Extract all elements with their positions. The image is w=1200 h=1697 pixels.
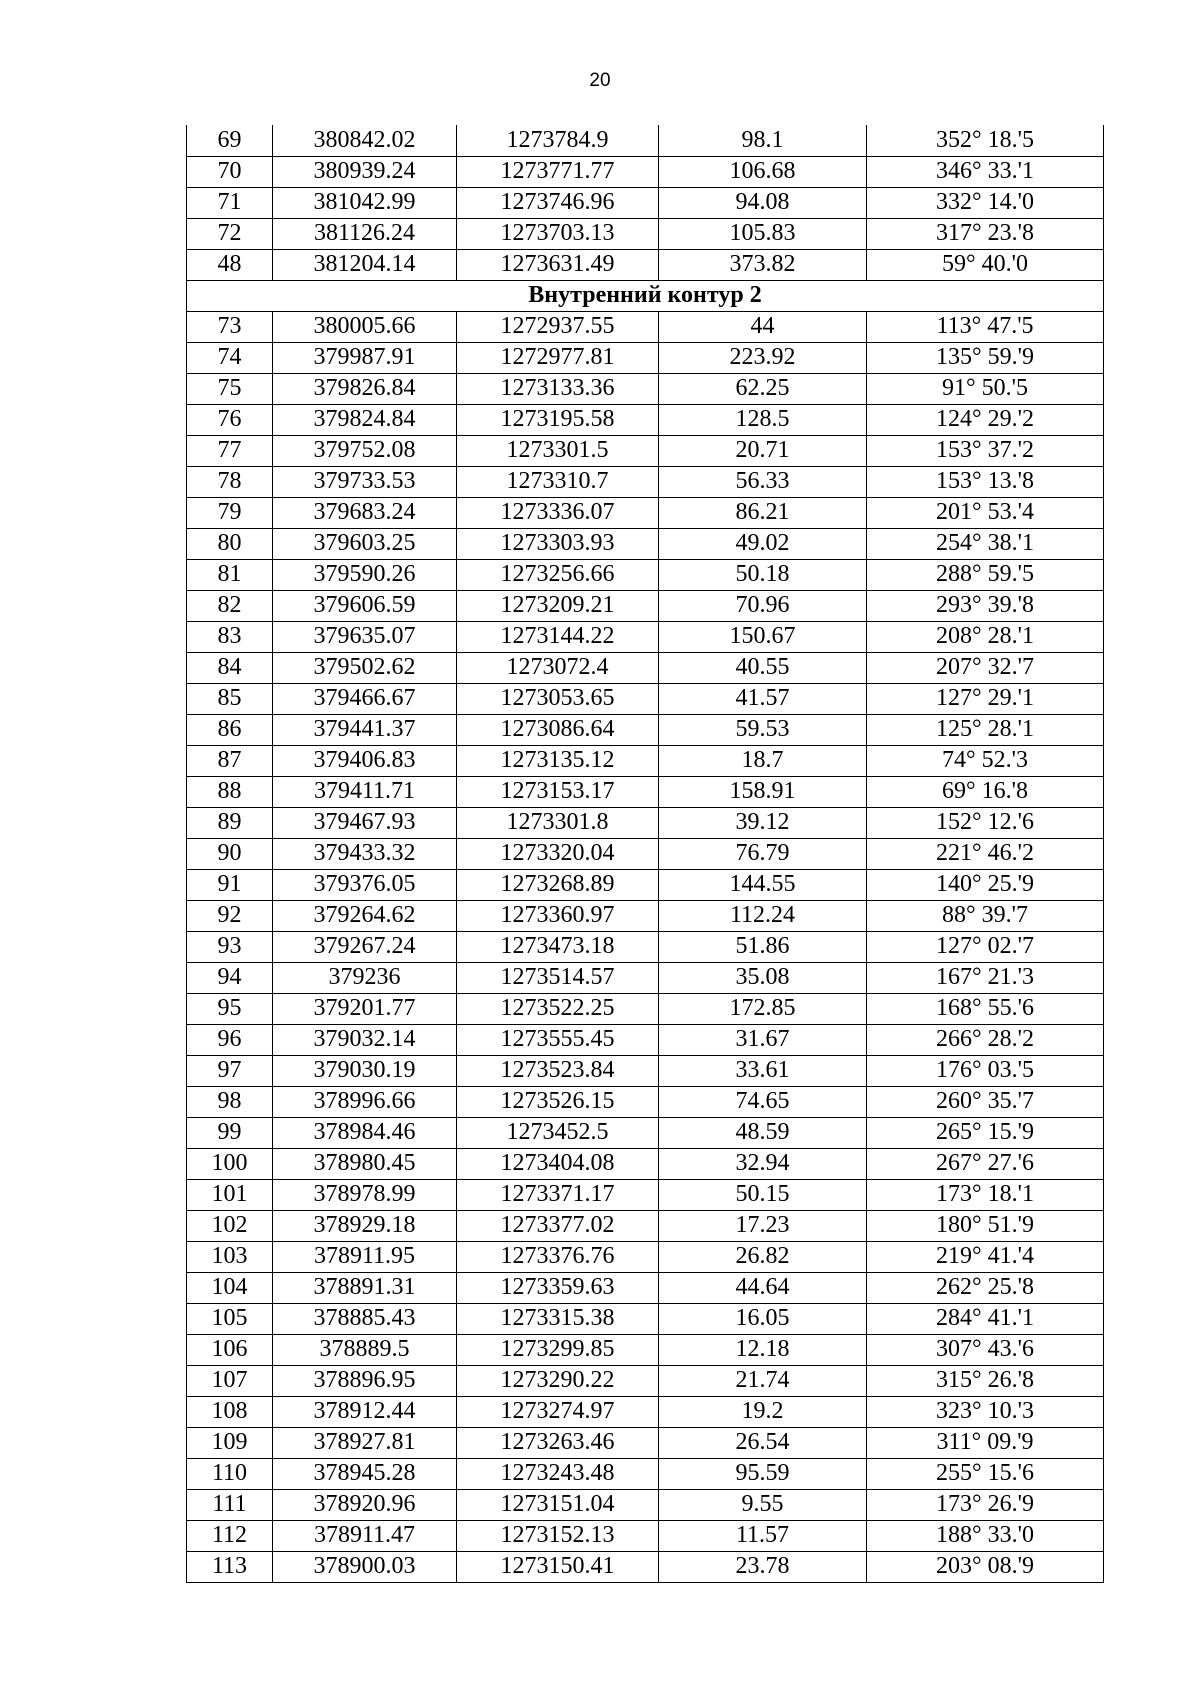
y-coordinate-cell: 1273360.97 — [457, 900, 659, 931]
distance-cell: 40.55 — [659, 652, 867, 683]
y-coordinate-cell: 1273631.49 — [457, 249, 659, 280]
distance-cell: 32.94 — [659, 1148, 867, 1179]
table-row — [187, 652, 1104, 683]
y-coordinate-cell: 1272977.81 — [457, 342, 659, 373]
point-number-cell: 76 — [187, 404, 273, 435]
bearing-cell: 188° 33.'0 — [867, 1520, 1104, 1551]
bearing-cell: 352° 18.'5 — [867, 125, 1104, 156]
bearing-cell: 69° 16.'8 — [867, 776, 1104, 807]
table-row — [187, 1272, 1104, 1303]
y-coordinate-cell: 1273522.25 — [457, 993, 659, 1024]
table-row — [187, 1396, 1104, 1427]
bearing-cell: 173° 26.'9 — [867, 1489, 1104, 1520]
y-coordinate-cell: 1273195.58 — [457, 404, 659, 435]
bearing-cell: 59° 40.'0 — [867, 249, 1104, 280]
point-number-cell: 77 — [187, 435, 273, 466]
point-number-cell: 92 — [187, 900, 273, 931]
x-coordinate-cell: 378996.66 — [273, 1086, 457, 1117]
table-row — [187, 590, 1104, 621]
x-coordinate-cell: 381126.24 — [273, 218, 457, 249]
distance-cell: 17.23 — [659, 1210, 867, 1241]
x-coordinate-cell: 379376.05 — [273, 869, 457, 900]
point-number-cell: 85 — [187, 683, 273, 714]
y-coordinate-cell: 1273290.22 — [457, 1365, 659, 1396]
x-coordinate-cell: 378912.44 — [273, 1396, 457, 1427]
x-coordinate-cell: 378889.5 — [273, 1334, 457, 1365]
bearing-cell: 323° 10.'3 — [867, 1396, 1104, 1427]
y-coordinate-cell: 1273771.77 — [457, 156, 659, 187]
x-coordinate-cell: 378891.31 — [273, 1272, 457, 1303]
x-coordinate-cell: 378978.99 — [273, 1179, 457, 1210]
distance-cell: 223.92 — [659, 342, 867, 373]
y-coordinate-cell: 1273359.63 — [457, 1272, 659, 1303]
point-number-cell: 105 — [187, 1303, 273, 1334]
table-row — [187, 993, 1104, 1024]
x-coordinate-cell: 379987.91 — [273, 342, 457, 373]
y-coordinate-cell: 1273263.46 — [457, 1427, 659, 1458]
x-coordinate-cell: 380005.66 — [273, 311, 457, 342]
x-coordinate-cell: 378984.46 — [273, 1117, 457, 1148]
table-row — [187, 1055, 1104, 1086]
table-row — [187, 1520, 1104, 1551]
table-row — [187, 218, 1104, 249]
distance-cell: 44.64 — [659, 1272, 867, 1303]
x-coordinate-cell: 378911.47 — [273, 1520, 457, 1551]
distance-cell: 112.24 — [659, 900, 867, 931]
point-number-cell: 110 — [187, 1458, 273, 1489]
y-coordinate-cell: 1273151.04 — [457, 1489, 659, 1520]
y-coordinate-cell: 1273555.45 — [457, 1024, 659, 1055]
x-coordinate-cell: 379733.53 — [273, 466, 457, 497]
point-number-cell: 87 — [187, 745, 273, 776]
point-number-cell: 70 — [187, 156, 273, 187]
distance-cell: 105.83 — [659, 218, 867, 249]
y-coordinate-cell: 1272937.55 — [457, 311, 659, 342]
x-coordinate-cell: 379502.62 — [273, 652, 457, 683]
distance-cell: 62.25 — [659, 373, 867, 404]
distance-cell: 50.18 — [659, 559, 867, 590]
table-row — [187, 342, 1104, 373]
y-coordinate-cell: 1273320.04 — [457, 838, 659, 869]
table-row — [187, 311, 1104, 342]
point-number-cell: 96 — [187, 1024, 273, 1055]
bearing-cell: 152° 12.'6 — [867, 807, 1104, 838]
bearing-cell: 207° 32.'7 — [867, 652, 1104, 683]
x-coordinate-cell: 379824.84 — [273, 404, 457, 435]
distance-cell: 373.82 — [659, 249, 867, 280]
bearing-cell: 288° 59.'5 — [867, 559, 1104, 590]
y-coordinate-cell: 1273301.5 — [457, 435, 659, 466]
x-coordinate-cell: 379264.62 — [273, 900, 457, 931]
table-row — [187, 621, 1104, 652]
bearing-cell: 219° 41.'4 — [867, 1241, 1104, 1272]
table-row — [187, 1303, 1104, 1334]
point-number-cell: 69 — [187, 125, 273, 156]
table-row — [187, 838, 1104, 869]
bearing-cell: 135° 59.'9 — [867, 342, 1104, 373]
point-number-cell: 75 — [187, 373, 273, 404]
distance-cell: 26.54 — [659, 1427, 867, 1458]
x-coordinate-cell: 379590.26 — [273, 559, 457, 590]
bearing-cell: 153° 37.'2 — [867, 435, 1104, 466]
x-coordinate-cell: 379201.77 — [273, 993, 457, 1024]
distance-cell: 26.82 — [659, 1241, 867, 1272]
bearing-cell: 167° 21.'3 — [867, 962, 1104, 993]
point-number-cell: 88 — [187, 776, 273, 807]
bearing-cell: 124° 29.'2 — [867, 404, 1104, 435]
table-row — [187, 1117, 1104, 1148]
distance-cell: 106.68 — [659, 156, 867, 187]
distance-cell: 44 — [659, 311, 867, 342]
point-number-cell: 109 — [187, 1427, 273, 1458]
table-row — [187, 435, 1104, 466]
x-coordinate-cell: 378911.95 — [273, 1241, 457, 1272]
x-coordinate-cell: 380842.02 — [273, 125, 457, 156]
distance-cell: 21.74 — [659, 1365, 867, 1396]
bearing-cell: 307° 43.'6 — [867, 1334, 1104, 1365]
bearing-cell: 266° 28.'2 — [867, 1024, 1104, 1055]
y-coordinate-cell: 1273371.17 — [457, 1179, 659, 1210]
point-number-cell: 71 — [187, 187, 273, 218]
y-coordinate-cell: 1273086.64 — [457, 714, 659, 745]
distance-cell: 31.67 — [659, 1024, 867, 1055]
table-row — [187, 683, 1104, 714]
distance-cell: 33.61 — [659, 1055, 867, 1086]
y-coordinate-cell: 1273303.93 — [457, 528, 659, 559]
distance-cell: 35.08 — [659, 962, 867, 993]
distance-cell: 20.71 — [659, 435, 867, 466]
bearing-cell: 346° 33.'1 — [867, 156, 1104, 187]
table-row — [187, 156, 1104, 187]
point-number-cell: 106 — [187, 1334, 273, 1365]
point-number-cell: 73 — [187, 311, 273, 342]
point-number-cell: 113 — [187, 1551, 273, 1582]
distance-cell: 144.55 — [659, 869, 867, 900]
bearing-cell: 168° 55.'6 — [867, 993, 1104, 1024]
bearing-cell: 91° 50.'5 — [867, 373, 1104, 404]
table-row — [187, 497, 1104, 528]
distance-cell: 98.1 — [659, 125, 867, 156]
bearing-cell: 254° 38.'1 — [867, 528, 1104, 559]
bearing-cell: 284° 41.'1 — [867, 1303, 1104, 1334]
point-number-cell: 80 — [187, 528, 273, 559]
point-number-cell: 111 — [187, 1489, 273, 1520]
table-row — [187, 900, 1104, 931]
point-number-cell: 91 — [187, 869, 273, 900]
bearing-cell: 221° 46.'2 — [867, 838, 1104, 869]
bearing-cell: 173° 18.'1 — [867, 1179, 1104, 1210]
bearing-cell: 180° 51.'9 — [867, 1210, 1104, 1241]
point-number-cell: 84 — [187, 652, 273, 683]
table-row — [187, 373, 1104, 404]
coordinates-table-body — [187, 125, 1104, 1582]
point-number-cell: 86 — [187, 714, 273, 745]
x-coordinate-cell: 379826.84 — [273, 373, 457, 404]
coordinates-table — [186, 125, 1104, 1583]
table-row — [187, 962, 1104, 993]
distance-cell: 49.02 — [659, 528, 867, 559]
distance-cell: 158.91 — [659, 776, 867, 807]
x-coordinate-cell: 379606.59 — [273, 590, 457, 621]
y-coordinate-cell: 1273377.02 — [457, 1210, 659, 1241]
x-coordinate-cell: 378929.18 — [273, 1210, 457, 1241]
table-row — [187, 869, 1104, 900]
y-coordinate-cell: 1273523.84 — [457, 1055, 659, 1086]
x-coordinate-cell: 379411.71 — [273, 776, 457, 807]
x-coordinate-cell: 381042.99 — [273, 187, 457, 218]
distance-cell: 150.67 — [659, 621, 867, 652]
y-coordinate-cell: 1273135.12 — [457, 745, 659, 776]
distance-cell: 56.33 — [659, 466, 867, 497]
y-coordinate-cell: 1273703.13 — [457, 218, 659, 249]
y-coordinate-cell: 1273150.41 — [457, 1551, 659, 1582]
point-number-cell: 72 — [187, 218, 273, 249]
table-row — [187, 1334, 1104, 1365]
distance-cell: 86.21 — [659, 497, 867, 528]
x-coordinate-cell: 379752.08 — [273, 435, 457, 466]
table-row — [187, 528, 1104, 559]
y-coordinate-cell: 1273526.15 — [457, 1086, 659, 1117]
point-number-cell: 101 — [187, 1179, 273, 1210]
x-coordinate-cell: 378900.03 — [273, 1551, 457, 1582]
x-coordinate-cell: 379236 — [273, 962, 457, 993]
table-row — [187, 1427, 1104, 1458]
distance-cell: 9.55 — [659, 1489, 867, 1520]
table-row — [187, 807, 1104, 838]
y-coordinate-cell: 1273243.48 — [457, 1458, 659, 1489]
bearing-cell: 267° 27.'6 — [867, 1148, 1104, 1179]
distance-cell: 95.59 — [659, 1458, 867, 1489]
bearing-cell: 317° 23.'8 — [867, 218, 1104, 249]
bearing-cell: 127° 29.'1 — [867, 683, 1104, 714]
distance-cell: 59.53 — [659, 714, 867, 745]
y-coordinate-cell: 1273336.07 — [457, 497, 659, 528]
bearing-cell: 311° 09.'9 — [867, 1427, 1104, 1458]
y-coordinate-cell: 1273376.76 — [457, 1241, 659, 1272]
y-coordinate-cell: 1273274.97 — [457, 1396, 659, 1427]
x-coordinate-cell: 378980.45 — [273, 1148, 457, 1179]
y-coordinate-cell: 1273746.96 — [457, 187, 659, 218]
bearing-cell: 260° 35.'7 — [867, 1086, 1104, 1117]
bearing-cell: 88° 39.'7 — [867, 900, 1104, 931]
distance-cell: 94.08 — [659, 187, 867, 218]
bearing-cell: 255° 15.'6 — [867, 1458, 1104, 1489]
y-coordinate-cell: 1273144.22 — [457, 621, 659, 652]
distance-cell: 16.05 — [659, 1303, 867, 1334]
y-coordinate-cell: 1273514.57 — [457, 962, 659, 993]
point-number-cell: 99 — [187, 1117, 273, 1148]
table-row — [187, 1551, 1104, 1582]
table-row — [187, 745, 1104, 776]
table-row — [187, 187, 1104, 218]
distance-cell: 41.57 — [659, 683, 867, 714]
table-row — [187, 1489, 1104, 1520]
x-coordinate-cell: 379603.25 — [273, 528, 457, 559]
y-coordinate-cell: 1273452.5 — [457, 1117, 659, 1148]
y-coordinate-cell: 1273133.36 — [457, 373, 659, 404]
bearing-cell: 176° 03.'5 — [867, 1055, 1104, 1086]
bearing-cell: 203° 08.'9 — [867, 1551, 1104, 1582]
table-row — [187, 931, 1104, 962]
bearing-cell: 153° 13.'8 — [867, 466, 1104, 497]
table-row — [187, 714, 1104, 745]
x-coordinate-cell: 379467.93 — [273, 807, 457, 838]
point-number-cell: 107 — [187, 1365, 273, 1396]
x-coordinate-cell: 379406.83 — [273, 745, 457, 776]
bearing-cell: 140° 25.'9 — [867, 869, 1104, 900]
bearing-cell: 74° 52.'3 — [867, 745, 1104, 776]
y-coordinate-cell: 1273153.17 — [457, 776, 659, 807]
point-number-cell: 82 — [187, 590, 273, 621]
y-coordinate-cell: 1273784.9 — [457, 125, 659, 156]
distance-cell: 18.7 — [659, 745, 867, 776]
table-row — [187, 1458, 1104, 1489]
distance-cell: 74.65 — [659, 1086, 867, 1117]
bearing-cell: 201° 53.'4 — [867, 497, 1104, 528]
y-coordinate-cell: 1273310.7 — [457, 466, 659, 497]
point-number-cell: 112 — [187, 1520, 273, 1551]
point-number-cell: 100 — [187, 1148, 273, 1179]
y-coordinate-cell: 1273315.38 — [457, 1303, 659, 1334]
x-coordinate-cell: 380939.24 — [273, 156, 457, 187]
table-row — [187, 1179, 1104, 1210]
distance-cell: 70.96 — [659, 590, 867, 621]
x-coordinate-cell: 378920.96 — [273, 1489, 457, 1520]
y-coordinate-cell: 1273209.21 — [457, 590, 659, 621]
point-number-cell: 102 — [187, 1210, 273, 1241]
point-number-cell: 94 — [187, 962, 273, 993]
point-number-cell: 83 — [187, 621, 273, 652]
x-coordinate-cell: 378896.95 — [273, 1365, 457, 1396]
y-coordinate-cell: 1273268.89 — [457, 869, 659, 900]
x-coordinate-cell: 379030.19 — [273, 1055, 457, 1086]
table-row — [187, 1086, 1104, 1117]
point-number-cell: 97 — [187, 1055, 273, 1086]
x-coordinate-cell: 379635.07 — [273, 621, 457, 652]
table-row — [187, 1210, 1104, 1241]
x-coordinate-cell: 381204.14 — [273, 249, 457, 280]
table-row — [187, 1148, 1104, 1179]
bearing-cell: 113° 47.'5 — [867, 311, 1104, 342]
distance-cell: 11.57 — [659, 1520, 867, 1551]
point-number-cell: 74 — [187, 342, 273, 373]
point-number-cell: 93 — [187, 931, 273, 962]
point-number-cell: 48 — [187, 249, 273, 280]
bearing-cell: 293° 39.'8 — [867, 590, 1104, 621]
point-number-cell: 95 — [187, 993, 273, 1024]
x-coordinate-cell: 379433.32 — [273, 838, 457, 869]
distance-cell: 48.59 — [659, 1117, 867, 1148]
distance-cell: 128.5 — [659, 404, 867, 435]
y-coordinate-cell: 1273072.4 — [457, 652, 659, 683]
point-number-cell: 108 — [187, 1396, 273, 1427]
bearing-cell: 315° 26.'8 — [867, 1365, 1104, 1396]
x-coordinate-cell: 379267.24 — [273, 931, 457, 962]
table-row — [187, 466, 1104, 497]
y-coordinate-cell: 1273473.18 — [457, 931, 659, 962]
y-coordinate-cell: 1273256.66 — [457, 559, 659, 590]
bearing-cell: 265° 15.'9 — [867, 1117, 1104, 1148]
bearing-cell: 127° 02.'7 — [867, 931, 1104, 962]
table-row — [187, 249, 1104, 280]
table-row — [187, 1241, 1104, 1272]
distance-cell: 23.78 — [659, 1551, 867, 1582]
table-row — [187, 1365, 1104, 1396]
table-row — [187, 559, 1104, 590]
distance-cell: 76.79 — [659, 838, 867, 869]
table-row — [187, 1024, 1104, 1055]
point-number-cell: 90 — [187, 838, 273, 869]
bearing-cell: 208° 28.'1 — [867, 621, 1104, 652]
bearing-cell: 125° 28.'1 — [867, 714, 1104, 745]
point-number-cell: 79 — [187, 497, 273, 528]
bearing-cell: 332° 14.'0 — [867, 187, 1104, 218]
table-row — [187, 404, 1104, 435]
table-row — [187, 125, 1104, 156]
distance-cell: 172.85 — [659, 993, 867, 1024]
y-coordinate-cell: 1273404.08 — [457, 1148, 659, 1179]
point-number-cell: 104 — [187, 1272, 273, 1303]
y-coordinate-cell: 1273301.8 — [457, 807, 659, 838]
page-number: 20 — [589, 70, 611, 91]
distance-cell: 12.18 — [659, 1334, 867, 1365]
y-coordinate-cell: 1273053.65 — [457, 683, 659, 714]
distance-cell: 50.15 — [659, 1179, 867, 1210]
section-heading: Внутренний контур 2 — [187, 280, 1104, 311]
distance-cell: 19.2 — [659, 1396, 867, 1427]
x-coordinate-cell: 379466.67 — [273, 683, 457, 714]
section-heading-row — [187, 280, 1104, 311]
x-coordinate-cell: 378885.43 — [273, 1303, 457, 1334]
y-coordinate-cell: 1273152.13 — [457, 1520, 659, 1551]
point-number-cell: 89 — [187, 807, 273, 838]
point-number-cell: 103 — [187, 1241, 273, 1272]
table-row — [187, 776, 1104, 807]
x-coordinate-cell: 379683.24 — [273, 497, 457, 528]
x-coordinate-cell: 379441.37 — [273, 714, 457, 745]
distance-cell: 39.12 — [659, 807, 867, 838]
point-number-cell: 81 — [187, 559, 273, 590]
x-coordinate-cell: 378945.28 — [273, 1458, 457, 1489]
x-coordinate-cell: 379032.14 — [273, 1024, 457, 1055]
bearing-cell: 262° 25.'8 — [867, 1272, 1104, 1303]
distance-cell: 51.86 — [659, 931, 867, 962]
y-coordinate-cell: 1273299.85 — [457, 1334, 659, 1365]
point-number-cell: 78 — [187, 466, 273, 497]
point-number-cell: 98 — [187, 1086, 273, 1117]
x-coordinate-cell: 378927.81 — [273, 1427, 457, 1458]
